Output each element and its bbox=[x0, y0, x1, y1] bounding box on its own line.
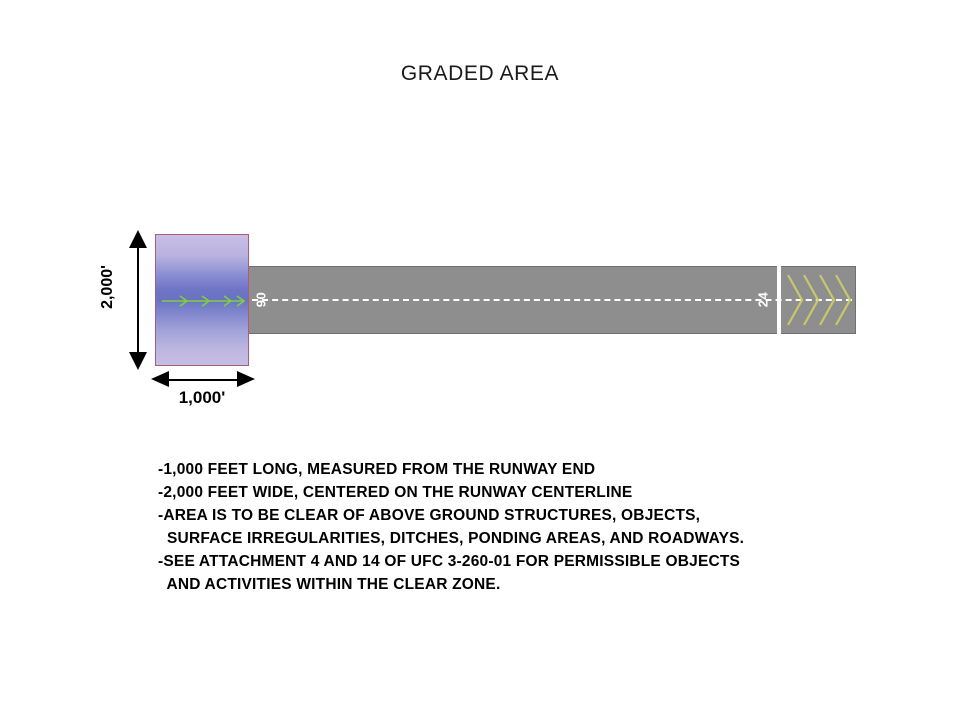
note-line: -1,000 FEET LONG, MEASURED FROM THE RUNWAY END bbox=[158, 461, 596, 478]
overrun-chevrons-icon bbox=[782, 267, 855, 333]
notes-list bbox=[158, 458, 918, 596]
note-line: -SEE ATTACHMENT 4 AND 14 OF UFC 3-260-01 FOR PERMISSIBLE OBJECTS bbox=[158, 553, 741, 570]
note-line: SURFACE IRREGULARITIES, DITCHES, PONDING AREAS, AND ROADWAYS. bbox=[158, 530, 745, 547]
note-line: -AREA IS TO BE CLEAR OF ABOVE GROUND STRUCTURES, OBJECTS, bbox=[158, 507, 701, 524]
note-line: -2,000 FEET WIDE, CENTERED ON THE RUNWAY CENTERLINE bbox=[158, 484, 633, 501]
page-title: GRADED AREA bbox=[400, 62, 560, 85]
runway-designator-near: 90 bbox=[253, 291, 269, 308]
note-line: AND ACTIVITIES WITHIN THE CLEAR ZONE. bbox=[158, 576, 501, 593]
runway-designator-far: 24 bbox=[755, 291, 771, 308]
clear-zone-direction-arrows-icon bbox=[158, 292, 248, 310]
length-dimension-arrowheads-icon bbox=[149, 369, 257, 389]
width-dimension-label: 2,000' bbox=[99, 265, 116, 309]
width-dimension-arrowheads-icon bbox=[126, 228, 150, 372]
length-dimension-label: 1,000' bbox=[178, 388, 226, 407]
runway-threshold-bar bbox=[777, 266, 781, 334]
